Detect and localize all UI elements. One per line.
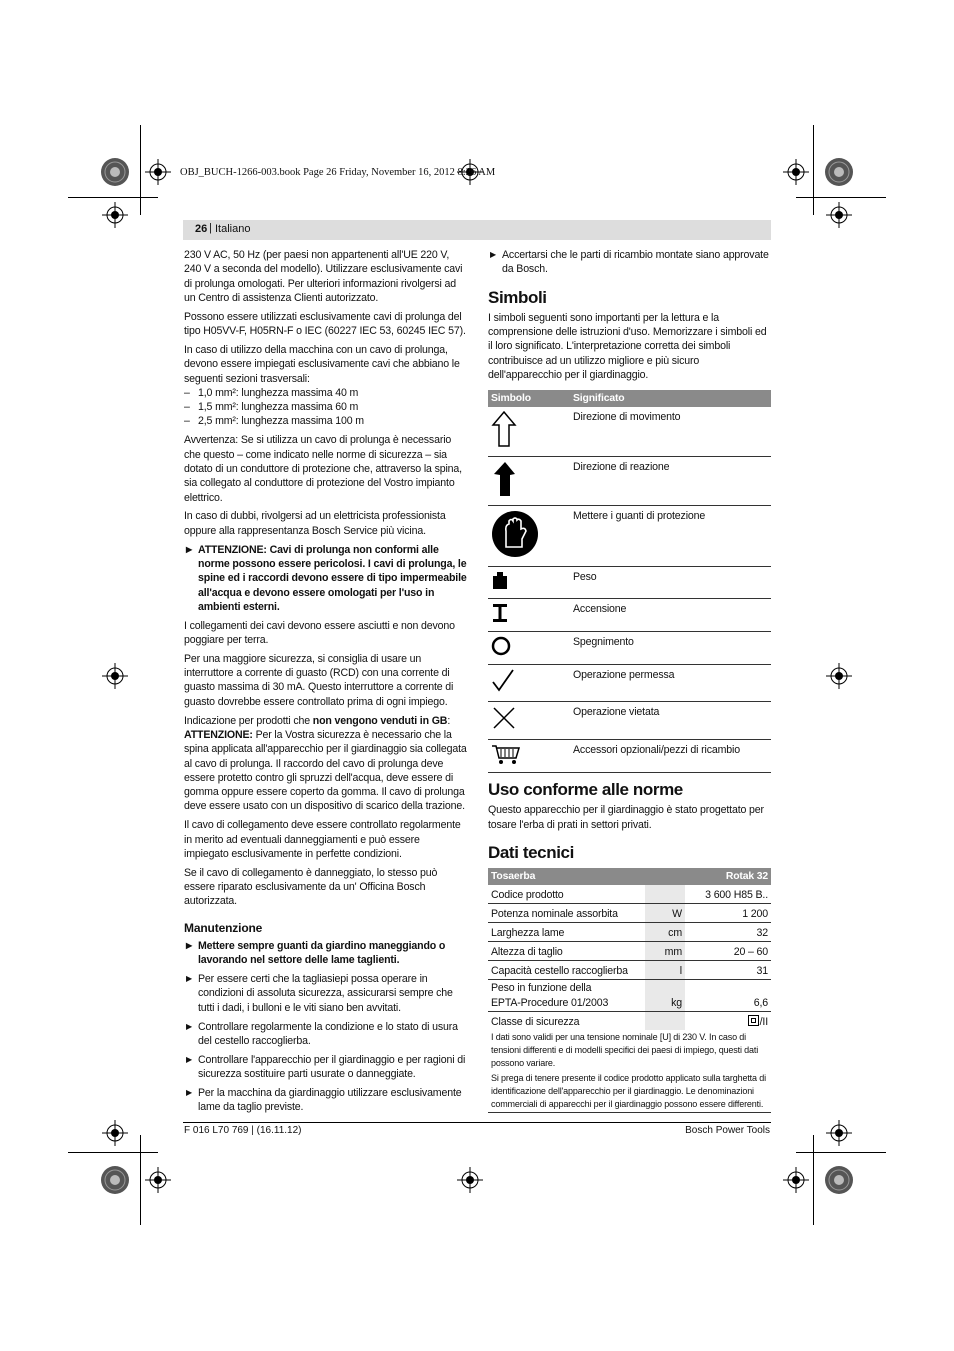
bullet-triangle-icon: ▶ [186,1054,193,1064]
color-wheel-icon [101,1166,129,1194]
arrow-up-outline-icon [491,410,517,448]
paragraph: 230 V AC, 50 Hz (per paesi non appartenenti all'UE 220 V, 240 V a seconda del modello). Utilizzare esclusivamente cavi di prolunga omologati. Per ulteriori informazioni rivolgersi ad un Centro di assistenza Clienti autorizzato. [184,249,463,304]
table-row: Classe di sicurezza /II [488,1011,771,1030]
table-footnote: Si prega di tenere presente il codice prodotto applicato sulla targhetta di identificazione dell'apparecchio per il giardinaggio. Le denominazioni commerciali di apparecchi per il giardinaggio possono essere differenti. [488,1071,771,1113]
left-column [184,248,467,1119]
table-row: Spegnimento [488,631,771,664]
list-item: ▶ Controllare l'apparecchio per il giardinaggio e per ragioni di sicurezza sostituire parti usurate o danneggiate. [186,1053,466,1081]
table-row: Direzione di movimento [488,407,771,456]
check-mark-icon [491,668,517,694]
page-header: 26 | Italiano [183,220,771,240]
list-item: ▶ Accertarsi che le parti di ricambio montate siano approvate da Bosch. [490,249,769,276]
list-item: – 1,5 mm²: lunghezza massima 60 m [184,401,359,414]
registration-target-icon [826,663,852,689]
paragraph: Questo apparecchio per il giardinaggio è stato progettato per tosare l'erba di prati in settori privati. [488,804,764,831]
table-row: Operazione vietata [488,702,771,739]
table-header: Tosaerba [488,868,685,885]
color-wheel-icon [101,158,129,186]
footer-brand: Bosch Power Tools [685,1125,770,1136]
paragraph: In caso di utilizzo della macchina con un cavo di prolunga, devono essere impiegati esclusivamente cavi che abbiano le seguenti sezioni trasversali: [184,343,460,385]
table-row: Altezza di taglio mm 20 – 60 [488,942,771,961]
color-wheel-icon [825,158,853,186]
paragraph: Avvertenza: Se si utilizza un cavo di prolunga è necessario che questo – come indicato nelle norme di sicurezza – sia dotato di un conduttore di protezione che, attraverso la spina, sia collegato al conduttore di protezione del Vostro impianto elettrico. [184,434,462,504]
registration-target-icon [783,159,809,185]
list-item: – 2,5 mm²: lunghezza massima 100 m [184,415,364,428]
registration-target-icon [783,1167,809,1193]
color-wheel-icon [825,1166,853,1194]
paragraph: I simboli seguenti sono importanti per la lettura e la comprensione delle istruzioni d'uso. Memorizzare i simboli ed il loro significato. L'interpretazione corretta dei simboli contribuisce ad un utilizzo migliore e più sicuro dell'apparecchio per il giardinaggio. [488,311,767,382]
table-row: Operazione permessa [488,665,771,702]
technical-data-table [488,868,771,1113]
bullet-triangle-icon: ▶ [186,941,193,950]
paragraph: In caso di dubbi, rivolgersi ad un elettricista professionista oppure alla rappresentanza Bosch Service più vicina. [184,510,446,537]
warning-item: ▶ ATTENZIONE: Cavi di prolunga non conformi alle norme possono essere pericolosi. I cavi di prolunga, le spine ed i raccordi devono essere di tipo impermeabile all'acqua e devono essere omologati per l'uso in ambienti esterni. [186,543,467,613]
table-row: Peso [488,567,771,598]
paragraph: Per una maggiore sicurezza, si consiglia di usare un interruttore a corrente di guasto (RCD) con una corrente di guasto massima di 30 mA. Questo interruttore a corrente di guasto dovrebbe essere controllato prima di ogni impiego. [184,652,454,708]
footer-doc-code: F 016 L70 769 | (16.11.12) [184,1125,302,1136]
section-heading: Dati tecnici [488,842,574,862]
table-header: Simbolo [488,390,570,407]
cross-mark-icon [491,705,517,731]
paragraph: Il cavo di collegamento deve essere controllato regolarmente in merito ad eventuali danneggiamenti e può essere impiegato esclusivamente in perfette condizioni. [184,819,461,860]
list-item: ▶ Per essere certi che la tagliasiepi possa operare in condizioni di assoluta sicurezza, assicurarsi sempre che tutti i dadi, i bulloni e le viti siano ben avvitati. [186,973,453,1014]
list-item: ▶ Mettere sempre guanti da giardino maneggiando o lavorando nel settore delle lame taglienti. [186,940,446,967]
footer-rule [183,1122,771,1123]
table-row: Accensione [488,598,771,631]
bullet-triangle-icon: ▶ [186,1088,193,1098]
shopping-cart-icon [491,743,521,765]
protective-gloves-icon [491,509,541,559]
registration-target-icon [102,1120,128,1146]
table-row: Direzione di reazione [488,456,771,505]
paragraph: Se il cavo di collegamento è danneggiato, lo stesso può essere riparato esclusivamente da un' Officina Bosch autorizzata. [184,866,438,908]
registration-target-icon [826,1120,852,1146]
arrow-up-filled-icon [491,460,517,498]
paragraph: I collegamenti dei cavi devono essere asciutti e non devono poggiare per terra. [184,619,455,646]
table-footnote: I dati sono validi per una tensione nominale [U] di 230 V. In caso di tensioni differenti e di modelli specifici dei paesi di impiego, questi dati possono variare. [491,1031,759,1068]
power-off-icon [491,635,513,657]
right-column [488,248,771,1113]
bullet-triangle-icon: ▶ [186,544,193,554]
table-header: Rotak 32 [685,868,771,885]
weight-icon [491,570,509,590]
double-insulation-icon [748,1015,759,1026]
list-item: ▶ Controllare regolarmente la condizione e lo stato di usura del cestello raccoglierba. [186,1020,458,1047]
registration-target-icon [457,1167,483,1193]
list-item: – 1,0 mm²: lunghezza massima 40 m [184,386,359,399]
table-row: Potenza nominale assorbita W 1 200 [488,904,771,923]
registration-target-icon [145,159,171,185]
registration-target-icon [145,1167,171,1193]
paragraph: Indicazione per prodotti che non vengono venduti in GB: [184,714,451,727]
registration-target-icon [102,663,128,689]
bullet-triangle-icon: ▶ [186,974,193,984]
language-label: Italiano [215,223,251,235]
table-row: Codice prodotto 3 600 H85 B.. [488,885,771,904]
bullet-triangle-icon: ▶ [186,1021,193,1031]
table-row: Larghezza lame cm 32 [488,923,771,942]
list-item: ▶ Per la macchina da giardinaggio utilizzare esclusivamente lame da taglio previste. [186,1087,462,1114]
section-heading: Simboli [488,287,547,307]
table-row: Mettere i guanti di protezione [488,505,771,566]
print-slug: OBJ_BUCH-1266-003.book Page 26 Friday, November 16, 2012 8:26 AM [180,167,496,178]
power-on-icon [491,602,511,624]
symbols-table [488,390,771,773]
bullet-triangle-icon: ▶ [490,250,497,259]
page-number: 26 [195,223,208,235]
table-row: Capacità cestello raccoglierba l 31 [488,961,771,980]
section-heading: Uso conforme alle norme [488,780,683,800]
section-heading: Manutenzione [184,920,263,935]
registration-target-icon [102,202,128,228]
table-header: Significato [570,390,771,407]
table-row: Accessori opzionali/pezzi di ricambio [488,739,771,772]
registration-target-icon [826,202,852,228]
paragraph: ATTENZIONE: Per la Vostra sicurezza è necessario che la spina applicata all'apparecchio per il giardinaggio sia collegata al cavo di prolunga. Il raccordo del cavo di prolunga deve essere protetto contro gli spruzzi dell'acqua, deve essere di gomma oppure essere coperto da gomma. Il cavo di prolunga deve essere usato con un dispositivo di scarico della trazione. [184,728,467,813]
paragraph: Possono essere utilizzati esclusivamente cavi di prolunga del tipo H05VV-F, H05RN-F o IEC (60227 IEC 53, 60245 IEC 57). [184,310,466,338]
table-row: Peso in funzione della EPTA-Procedure 01/2003 kg 6,6 [488,980,771,1012]
